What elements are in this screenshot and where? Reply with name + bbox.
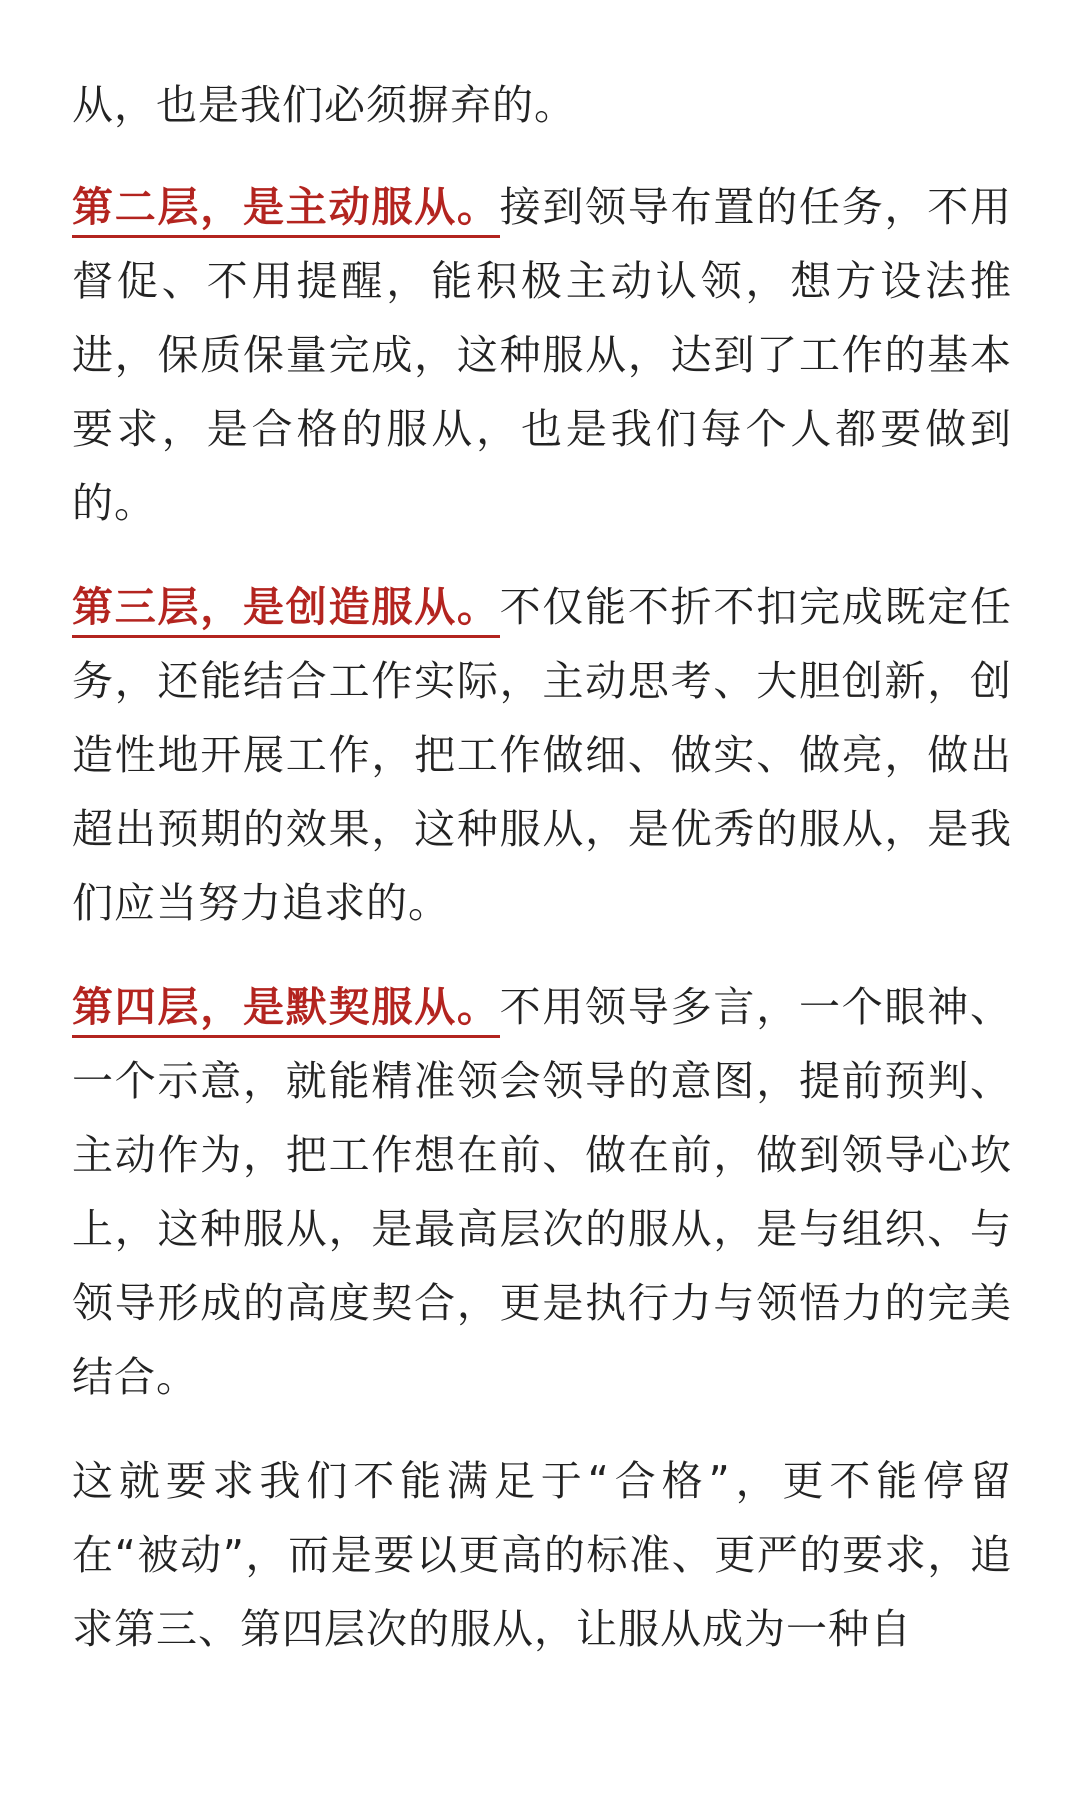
paragraph-continuation: [72, 68, 1012, 142]
paragraph-text: 这就要求我们不能满足于“合格”，更不能停留在“被动”，而是要以更高的标准、更严的要求，追求第三、第四层次的服从，让服从成为一种自: [72, 1457, 1012, 1653]
paragraph-layer-two: [72, 170, 1012, 540]
paragraph-text: 接到领导布置的任务，不用督促、不用提醒，能积极主动认领，想方设法推进，保质保量完成，这种服从，达到了工作的基本要求，是合格的服从，也是我们每个人都要做到的。: [72, 183, 1013, 527]
heading-layer-four: 第四层，是默契服从。: [72, 983, 500, 1038]
paragraph-layer-four: [72, 970, 1012, 1414]
heading-layer-two: 第二层，是主动服从。: [72, 183, 500, 238]
paragraph-text: 不仅能不折不扣完成既定任务，还能结合工作实际，主动思考、大胆创新，创造性地开展工作，把工作做细、做实、做亮，做出超出预期的效果，这种服从，是优秀的服从，是我们应当努力追求的。: [72, 583, 1013, 927]
paragraph-conclusion: [72, 1444, 1012, 1666]
paragraph-text: 不用领导多言，一个眼神、一个示意，就能精准领会领导的意图，提前预判、主动作为，把工作想在前、做在前，做到领导心坎上，这种服从，是最高层次的服从，是与组织、与领导形成的高度契合，更是执行力与领悟力的完美结合。: [72, 983, 1013, 1401]
paragraph-text: 从，也是我们必须摒弃的。: [72, 81, 576, 129]
heading-layer-three: 第三层，是创造服从。: [72, 583, 500, 638]
article-body: [72, 68, 1012, 1696]
paragraph-layer-three: [72, 570, 1012, 940]
